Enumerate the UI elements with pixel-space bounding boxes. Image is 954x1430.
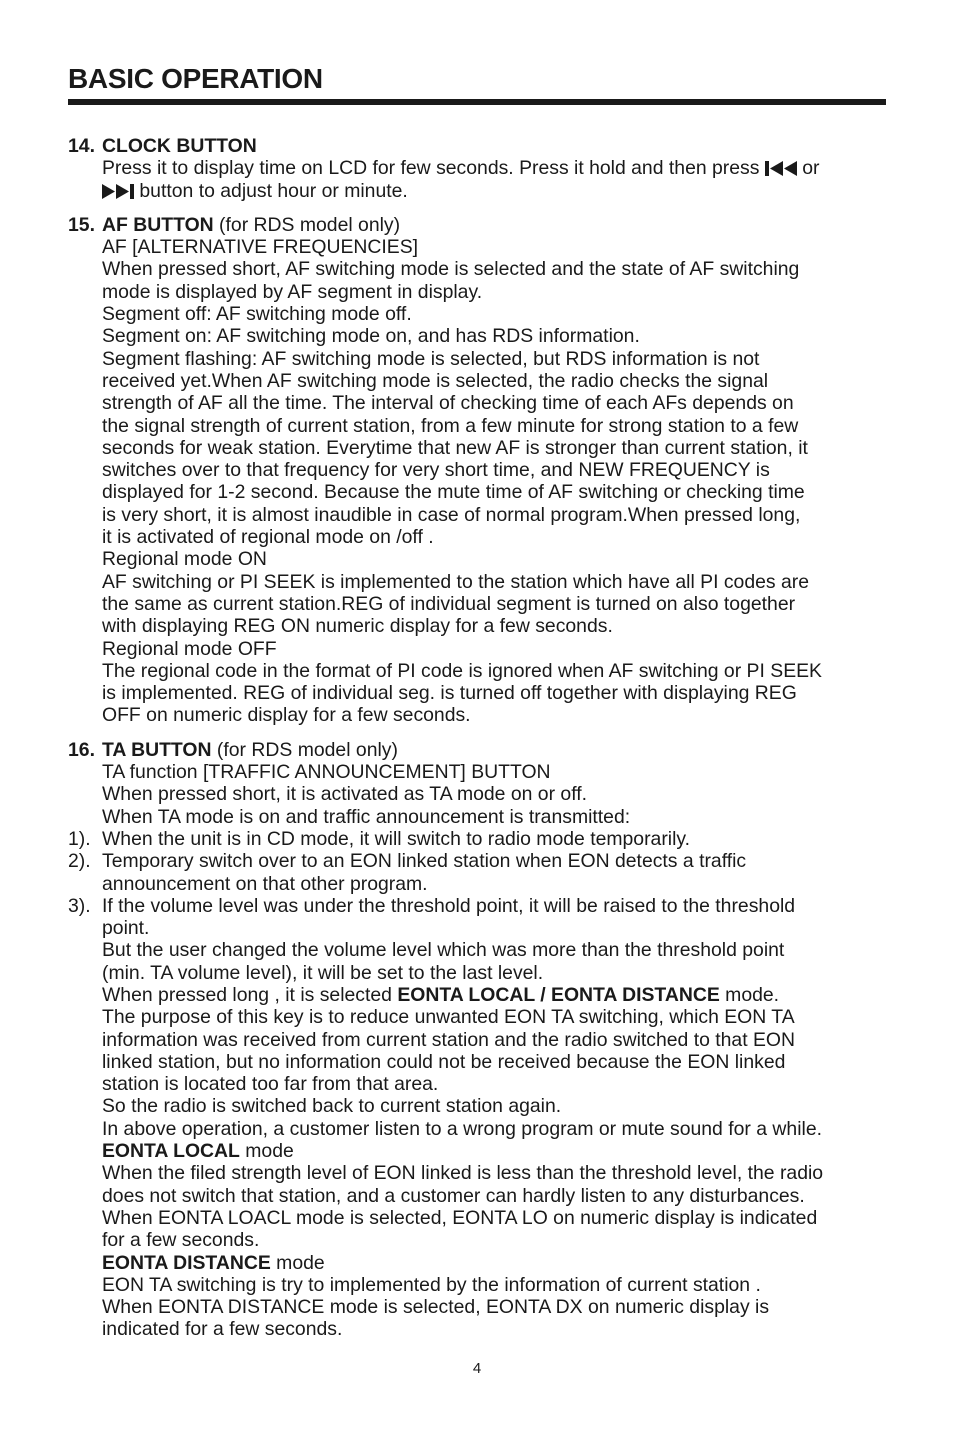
text-line: When pressed short, AF switching mode is selected and the state of AF switching	[102, 258, 800, 281]
text-fragment: mode	[270, 1251, 325, 1274]
text-line: seconds for weak station. Everytime that new AF is stronger than current station, it	[102, 436, 808, 459]
text-line: does not switch that station, and a customer can hardly listen to any disturbances.	[102, 1184, 805, 1207]
text-fragment: mode.	[719, 983, 780, 1006]
text-fragment: Press it to display time on LCD for few seconds. Press it hold and then press	[102, 157, 760, 180]
text-line: Segment on: AF switching mode on, and has RDS information.	[102, 325, 640, 348]
text-line: When the unit is in CD mode, it will switch to radio mode temporarily.	[102, 827, 691, 850]
text-line: But the user changed the volume level which was more than the threshold point	[102, 939, 785, 962]
section-title-suffix: (for RDS model only)	[211, 738, 398, 761]
skip-previous-icon	[765, 161, 797, 176]
list-item	[68, 828, 888, 850]
text-line: When EONTA DISTANCE mode is selected, EONTA DX on numeric display is	[102, 1296, 770, 1319]
text-line: it is activated of regional mode on /off .	[102, 526, 434, 549]
text-line: switches over to that frequency for very short time, and NEW FREQUENCY is	[102, 459, 770, 482]
text-line: information was received from current station and the radio switched to that EON	[102, 1028, 796, 1051]
text-line: AF [ALTERNATIVE FREQUENCIES]	[102, 236, 419, 259]
page-title: BASIC OPERATION	[68, 63, 323, 94]
subheading-eonta-distance	[102, 1252, 888, 1274]
section-heading	[102, 214, 888, 236]
section-title: AF BUTTON	[102, 213, 214, 236]
page-body	[68, 135, 888, 1341]
text-line: OFF on numeric display for a few seconds.	[102, 704, 471, 727]
text-line: So the radio is switched back to current station again.	[102, 1095, 562, 1118]
text-line: indicated for a few seconds.	[102, 1318, 343, 1341]
text-line: Regional mode ON	[102, 548, 267, 571]
text-fragment: When pressed long , it is selected	[102, 983, 398, 1006]
text-line: Segment off: AF switching mode off.	[102, 303, 412, 326]
text-line: the signal strength of current station, from a few minute for strong station to a few	[102, 414, 799, 437]
text-line: displayed for 1-2 second. Because the mute time of AF switching or checking time	[102, 481, 805, 504]
title-rule	[68, 99, 886, 105]
skip-next-icon	[102, 184, 134, 199]
text-line: received yet.When AF switching mode is selected, the radio checks the signal	[102, 369, 769, 392]
list-marker: 1).	[68, 827, 91, 850]
section-heading	[102, 739, 888, 761]
mode-name-bold: EONTA DISTANCE	[102, 1251, 271, 1274]
text-line: (min. TA volume level), it will be set to the last level.	[102, 961, 544, 984]
list-item	[68, 850, 888, 895]
text-line: When TA mode is on and traffic announcement is transmitted:	[102, 805, 631, 828]
text-line: When the filed strength level of EON linked is less than the threshold level, the radio	[102, 1162, 824, 1185]
text-line: linked station, but no information could not be received because the EON linked	[102, 1050, 786, 1073]
text-line: The regional code in the format of PI code is ignored when AF switching or PI SEEK	[102, 659, 822, 682]
section-number: 16.	[68, 738, 95, 761]
section-number: 14.	[68, 135, 95, 157]
text-line	[102, 984, 888, 1006]
page-number: 4	[472, 1360, 482, 1377]
text-fragment: or	[802, 157, 820, 180]
text-line: station is located too far from that area.	[102, 1073, 439, 1096]
text-line: The purpose of this key is to reduce unwanted EON TA switching, which EON TA	[102, 1006, 795, 1029]
text-line: announcement on that other program.	[102, 872, 428, 895]
section-af-button	[68, 214, 888, 727]
subheading-eonta-local	[102, 1140, 888, 1162]
text-line: point.	[102, 917, 150, 940]
text-line: In above operation, a customer listen to a wrong program or mute sound for a while.	[102, 1117, 822, 1140]
text-line: strength of AF all the time. The interval of checking time of each AFs depends on	[102, 392, 794, 415]
text-line	[102, 180, 888, 202]
text-line: is very short, it is almost inaudible in case of normal program.When pressed long,	[102, 503, 801, 526]
text-line: AF switching or PI SEEK is implemented to the station which have all PI codes are	[102, 570, 810, 593]
text-fragment: button to adjust hour or minute.	[139, 179, 408, 202]
text-fragment: mode	[239, 1140, 294, 1163]
text-line: is implemented. REG of individual seg. is turned off together with displaying REG	[102, 682, 797, 705]
list-marker: 2).	[68, 850, 91, 873]
text-line: TA function [TRAFFIC ANNOUNCEMENT] BUTTON	[102, 761, 551, 784]
manual-page	[68, 62, 888, 1341]
text-line: the same as current station.REG of individual segment is turned on also together	[102, 592, 796, 615]
section-title-suffix: (for RDS model only)	[213, 213, 401, 236]
text-line: mode is displayed by AF segment in display.	[102, 280, 483, 303]
text-line: When EONTA LOACL mode is selected, EONTA LO on numeric display is indicated	[102, 1206, 818, 1229]
list-marker: 3).	[68, 894, 91, 917]
text-line	[102, 157, 888, 179]
text-line: When pressed short, it is activated as TA mode on or off.	[102, 783, 588, 806]
mode-name-bold: EONTA LOCAL	[102, 1140, 240, 1163]
text-line: with displaying REG ON numeric display for a few seconds.	[102, 615, 613, 638]
text-line: EON TA switching is try to implemented by the information of current station .	[102, 1273, 761, 1296]
text-line: Regional mode OFF	[102, 637, 277, 660]
text-line: for a few seconds.	[102, 1229, 260, 1252]
section-title: CLOCK BUTTON	[102, 135, 257, 157]
mode-name-bold: EONTA LOCAL / EONTA DISTANCE	[397, 983, 720, 1006]
text-line: Segment flashing: AF switching mode is selected, but RDS information is not	[102, 347, 760, 370]
section-clock-button	[68, 135, 888, 202]
list-item	[68, 895, 888, 940]
text-line: Temporary switch over to an EON linked station when EON detects a traffic	[102, 850, 747, 873]
section-ta-button	[68, 739, 888, 1341]
section-number: 15.	[68, 213, 95, 236]
section-title: TA BUTTON	[102, 738, 212, 761]
text-line: If the volume level was under the threshold point, it will be raised to the threshold	[102, 894, 796, 917]
